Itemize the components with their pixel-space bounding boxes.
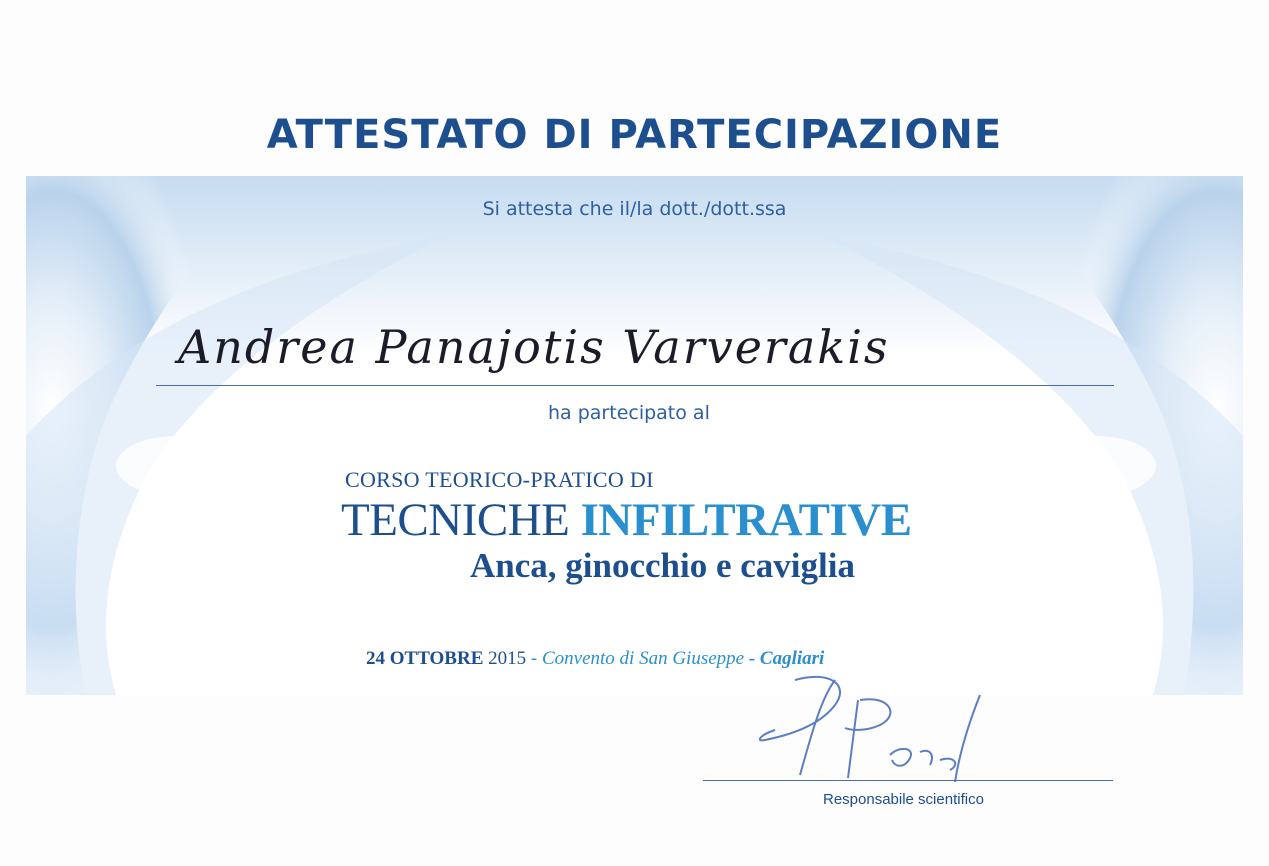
certificate-title: ATTESTATO DI PARTECIPAZIONE — [266, 112, 1003, 158]
event-date: 24 OTTOBRE — [366, 648, 484, 669]
event-city: Cagliari — [759, 648, 825, 669]
event-city-separator: - — [744, 648, 760, 669]
course-title — [341, 493, 912, 547]
course-prefix: CORSO TEORICO-PRATICO DI — [345, 467, 654, 492]
signature-line — [703, 780, 1113, 781]
decorative-background-band — [26, 176, 1243, 695]
handwritten-signature — [740, 660, 1000, 790]
participant-name: Andrea Panajotis Varverakis — [178, 320, 890, 374]
participation-text: ha partecipato al — [548, 402, 710, 424]
course-title-plain: TECNICHE — [341, 494, 581, 546]
certificate-subtitle: Si attesta che il/la dott./dott.ssa — [482, 198, 787, 220]
course-subtitle: Anca, ginocchio e caviglia — [470, 546, 855, 585]
background-swoosh-graphic — [26, 176, 1243, 695]
event-separator: - — [526, 648, 542, 669]
name-underline — [156, 385, 1114, 386]
event-venue: Convento di San Giuseppe — [541, 648, 745, 669]
course-title-highlight: INFILTRATIVE — [580, 494, 912, 546]
event-year: 2015 — [483, 648, 527, 669]
signature-caption: Responsabile scientifico — [823, 791, 984, 808]
